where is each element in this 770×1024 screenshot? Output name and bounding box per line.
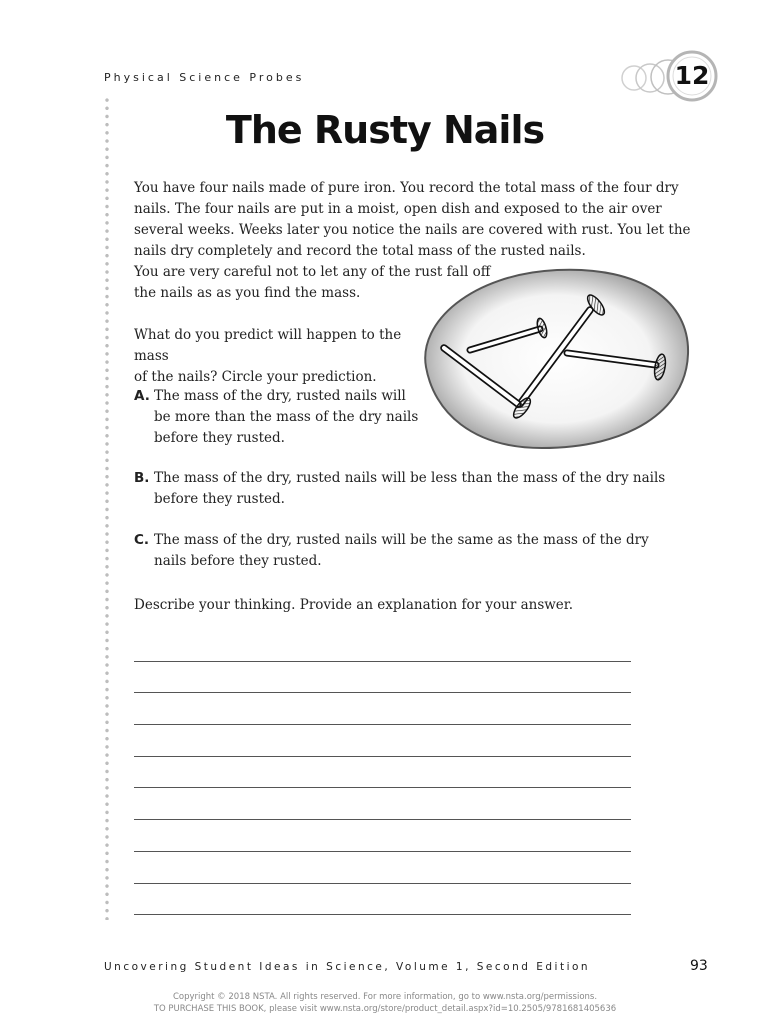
choice-text: The mass of the dry, rusted nails will be the same as the mass of the dry	[154, 532, 649, 548]
book-title-footer: Uncovering Student Ideas in Science, Volume 1, Second Edition	[104, 961, 591, 973]
section-label: Physical Science Probes	[104, 71, 305, 84]
choice-text: The mass of the dry, rusted nails will be less than the mass of the dry nails	[154, 470, 666, 486]
choice-text: nails before they rusted.	[154, 553, 322, 569]
intro-line: several weeks. Weeks later you notice the nails are covered with rust. You let the	[134, 222, 691, 238]
choice-text: be more than the mass of the dry nails	[154, 409, 419, 425]
choice-c[interactable]	[134, 530, 649, 572]
copyright-line: Copyright © 2018 NSTA. All rights reserved. For more information, go to www.nsta.org/permissions.	[172, 992, 598, 1002]
answer-line[interactable]	[134, 693, 631, 725]
intro-line: the nails as as you find the mass.	[134, 285, 361, 301]
explanation-prompt: Describe your thinking. Provide an explanation for your answer.	[134, 597, 574, 613]
probe-number-badge	[620, 50, 730, 102]
probe-number: 12	[674, 61, 710, 90]
purchase-link-line[interactable]: TO PURCHASE THIS BOOK, please visit www.nsta.org/store/product_detail.aspx?id=10.2505/9781681405636	[153, 1004, 617, 1014]
answer-line[interactable]	[134, 630, 631, 662]
choice-text: The mass of the dry, rusted nails will	[154, 388, 406, 404]
intro-line: nails dry completely and record the total mass of the rusted nails.	[134, 243, 586, 259]
answer-line[interactable]	[134, 662, 631, 694]
intro-line: You have four nails made of pure iron. You record the total mass of the four dry	[134, 180, 679, 196]
page-number: 93	[690, 958, 708, 974]
dotted-margin-rule	[104, 96, 110, 920]
intro-line: nails. The four nails are put in a moist, open dish and exposed to the air over	[134, 201, 662, 217]
choice-letter: A.	[134, 388, 150, 404]
answer-line[interactable]	[134, 820, 631, 852]
answer-line[interactable]	[134, 725, 631, 757]
answer-line[interactable]	[134, 757, 631, 789]
answer-lines[interactable]	[134, 630, 631, 915]
choice-text: before they rusted.	[154, 430, 285, 446]
choice-a[interactable]	[134, 386, 418, 449]
choice-letter: C.	[134, 532, 150, 548]
choice-letter: B.	[134, 470, 150, 486]
intro-line: You are very careful not to let any of the rust fall off	[134, 264, 491, 280]
prediction-question	[134, 325, 414, 388]
answer-line[interactable]	[134, 884, 631, 916]
choice-b[interactable]	[134, 468, 665, 510]
copyright-notice	[0, 991, 770, 1015]
answer-line[interactable]	[134, 852, 631, 884]
rusty-nails-illustration	[412, 262, 692, 452]
question-line: What do you predict will happen to the mass	[134, 327, 402, 364]
page-title: The Rusty Nails	[225, 108, 545, 152]
question-line: of the nails? Circle your prediction.	[134, 369, 377, 385]
nails-in-dish-icon	[412, 262, 692, 452]
answer-line[interactable]	[134, 788, 631, 820]
choice-text: before they rusted.	[154, 491, 285, 507]
